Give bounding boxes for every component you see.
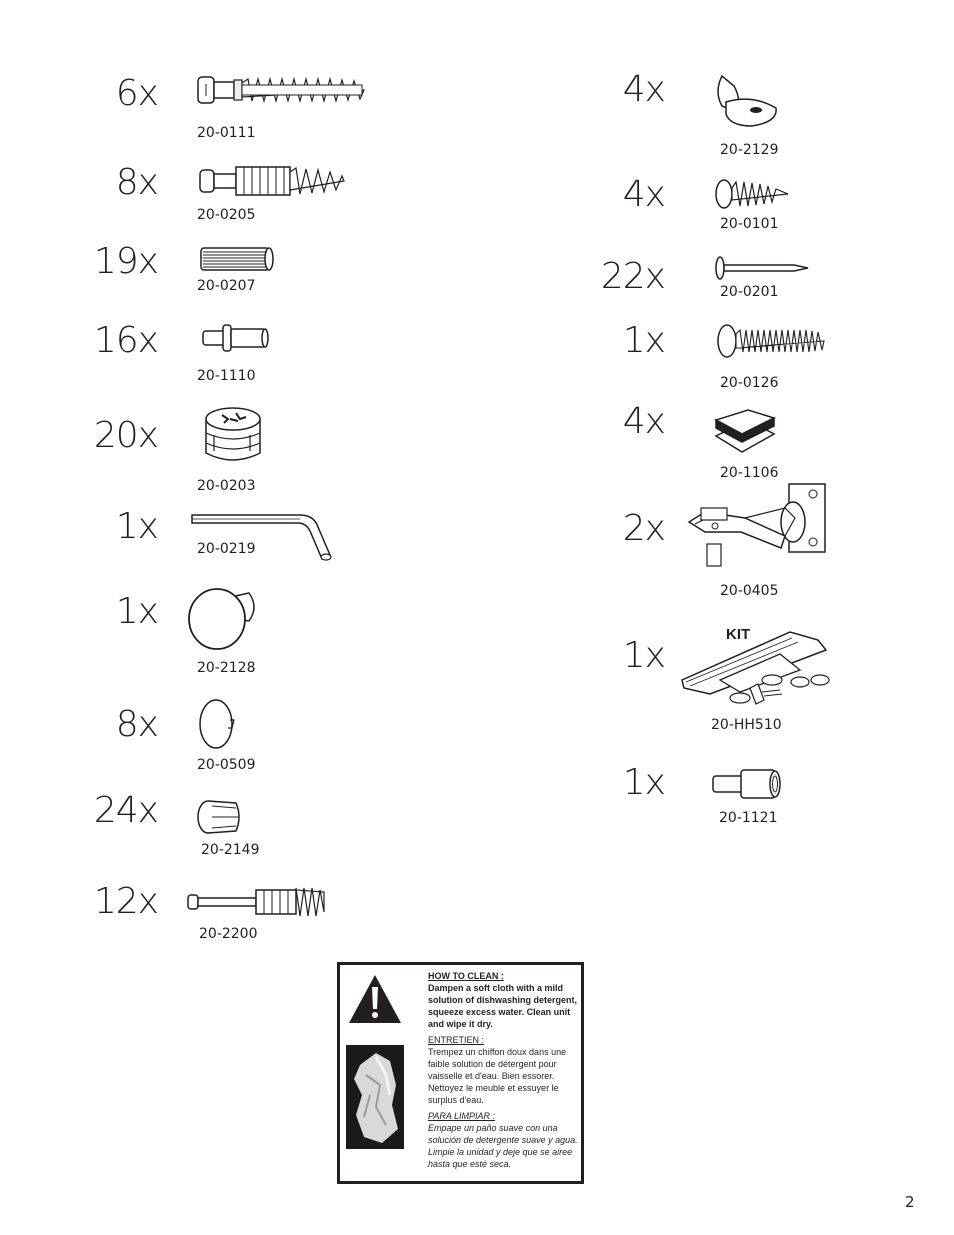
es-heading: PARA LIMPIAR : [428,1111,496,1121]
quantity-label: 8x [115,704,158,745]
fr-instructions: Trempez un chiffon doux dans une faible solution de détergent pour vaisselle et d'eau. Bien essorer. Nettoyez le meuble et essuyer le surplus d'eau. [428,1047,567,1105]
quantity-label: 4x [622,174,665,215]
kit-label: KIT [726,626,751,643]
part-code: 20-HH510 [711,717,782,733]
connector-bolt-icon [198,164,348,198]
part-code: 20-2200 [199,926,258,942]
quantity-label: 6x [115,73,158,114]
tip-restraint-kit-icon [680,630,834,714]
warning-icon [347,973,403,1029]
knob-icon [187,583,263,653]
long-connector-icon [186,884,328,920]
quantity-label: 1x [115,506,158,547]
long-screw-icon [716,322,828,360]
nail-icon [714,254,810,282]
es-instructions: Empape un paño suave con una solución de detergente suave y agua. Limpie la unidad y deje que se airee hasta que esté seca. [428,1123,578,1169]
quantity-label: 20x [93,415,158,456]
part-code: 20-0201 [720,284,779,300]
page-number: 2 [905,1193,915,1211]
part-code: 20-0111 [197,125,256,141]
part-code: 20-1110 [197,368,256,384]
care-instructions-box [337,962,584,1184]
sleeve-icon [711,767,783,801]
part-code: 20-2129 [720,142,779,158]
wood-dowel-icon [199,245,279,273]
pan-screw-icon [714,178,792,210]
part-code: 20-0205 [197,207,256,223]
part-code: 20-0405 [720,583,779,599]
part-code: 20-0509 [197,757,256,773]
cam-bolt-icon [196,74,368,106]
bumper-clip-icon [712,72,784,132]
quantity-label: 4x [622,401,665,442]
part-code: 20-2149 [201,842,260,858]
quantity-label: 22x [600,256,665,297]
cam-lock-icon [202,405,264,467]
hinge-icon [685,482,831,578]
quantity-label: 2x [622,508,665,549]
quantity-label: 1x [622,762,665,803]
cloth-photo-icon [346,1045,404,1153]
quantity-label: 8x [115,162,158,203]
quantity-label: 19x [93,241,158,282]
quantity-label: 12x [93,881,158,922]
quantity-label: 4x [622,69,665,110]
part-code: 20-2128 [197,660,256,676]
en-instructions: Dampen a soft cloth with a mild solution of dishwashing detergent, squeeze excess water. Clean unit and wipe it dry. [428,983,578,1029]
en-heading: HOW TO CLEAN : [428,971,504,981]
part-code: 20-0203 [197,478,256,494]
quantity-label: 1x [115,591,158,632]
felt-pad-icon [712,408,778,456]
part-code: 20-0219 [197,541,256,557]
part-code: 20-1121 [719,810,778,826]
quantity-label: 1x [622,320,665,361]
quantity-label: 1x [622,635,665,676]
part-code: 20-0207 [197,278,256,294]
part-code: 20-1106 [720,465,779,481]
cover-cap-icon [198,698,238,750]
fr-heading: ENTRETIEN : [428,1035,485,1045]
quantity-label: 16x [93,320,158,361]
quantity-label: 24x [93,790,158,831]
part-code: 20-0101 [720,216,779,232]
part-code: 20-0126 [720,375,779,391]
shelf-pin-icon [201,322,271,354]
plastic-plug-icon [196,798,244,836]
